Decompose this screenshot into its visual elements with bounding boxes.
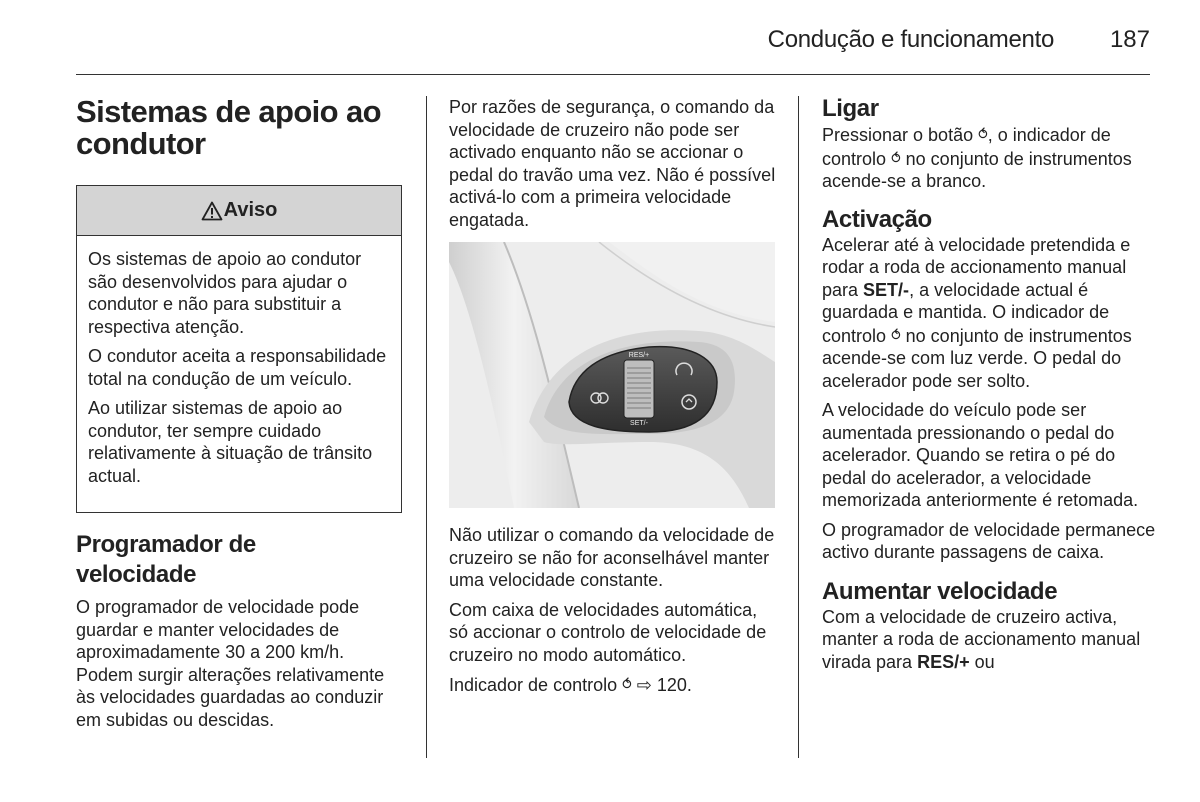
section-heading-driver-assistance: Sistemas de apoio ao condutor <box>76 94 381 161</box>
heading-switch-on: Ligar <box>822 95 879 122</box>
heading-increase-speed: Aumentar velocidade <box>822 577 1058 605</box>
section-heading-cruise-control: Programador de velocidade <box>76 531 256 588</box>
warning-label: Aviso <box>223 199 278 221</box>
running-header-title: Condução e funcionamento <box>767 26 1054 53</box>
text-fragment: , o indicador de controlo <box>822 125 1111 169</box>
text-fragment: Pressionar o botão <box>822 125 974 145</box>
column-divider-1 <box>426 96 427 758</box>
reference-arrow-icon: ⇨ <box>636 675 652 695</box>
cruise-control-button-icon: ⥀ <box>978 126 988 142</box>
reference-page[interactable]: 120. <box>656 675 692 695</box>
set-minus-label: SET/- <box>630 420 648 427</box>
usage-warning-paragraph: Não utilizar o comando da velocidade de cruzeiro se não for aconselhável manter uma velocidade constante. <box>449 525 775 590</box>
heading-activation: Activação <box>822 205 932 233</box>
text-fragment: no conjunto de instrumentos acende-se a branco. <box>822 148 1132 191</box>
cruise-control-indicator-icon: ⥀ <box>622 676 632 692</box>
column-divider-2 <box>798 96 799 758</box>
steering-wheel-illustration <box>449 242 775 508</box>
text-fragment: Com a velocidade de cruzeiro activa, manter a roda de accionamento manual virada para <box>822 606 1141 672</box>
page-number: 187 <box>1109 26 1150 53</box>
reference-text: Indicador de controlo <box>449 675 618 695</box>
activation-paragraph <box>822 234 1157 393</box>
steering-wheel-controls-image <box>449 242 775 508</box>
warning-triangle-icon <box>201 201 223 221</box>
text-fragment: Acelerar até à velocidade pretendida e rodar a roda de accionamento manual para <box>822 234 1131 300</box>
warning-paragraph: Os sistemas de apoio ao condutor são desenvolvidos para ajudar o condutor e não para substituir a respectiva atenção. <box>88 249 362 337</box>
automatic-gearbox-paragraph: Com caixa de velocidades automática, só accionar o controlo de velocidade de cruzeiro no modo automático. <box>449 599 767 665</box>
text-fragment: ou <box>974 651 995 672</box>
control-indicator-reference <box>449 673 781 697</box>
cruise-control-indicator-icon: ⥀ <box>891 149 901 166</box>
res-plus-label: RES/+ <box>917 651 970 672</box>
increase-speed-paragraph <box>822 606 1157 674</box>
res-plus-label: RES/+ <box>628 352 650 359</box>
cruise-control-intro: O programador de velocidade pode guardar e manter velocidades de aproximadamente 30 a 200 km/h. Podem surgir alterações relativamente às velocidades guardadas ao conduzir em subidas ou descidas. <box>76 597 385 730</box>
acceleration-paragraph: A velocidade do veículo pode ser aumentada pressionando o pedal do acelerador. Quando se retira o pé do pedal do acelerador, a velocidade memorizada anteriormente é retomada. <box>822 400 1139 510</box>
warning-paragraph: Ao utilizar sistemas de apoio ao condutor, ter sempre cuidado relativamente à situação de trânsito actual. <box>88 398 373 486</box>
switch-on-paragraph <box>822 123 1157 193</box>
warning-box <box>76 185 402 513</box>
gearshift-paragraph: O programador de velocidade permanece activo durante passagens de caixa. <box>822 519 1156 562</box>
header-divider <box>76 74 1150 75</box>
set-minus-label: SET/- <box>863 279 910 300</box>
text-fragment: , a velocidade actual é guardada e mantida. O indicador de controlo <box>822 279 1110 346</box>
text-fragment: no conjunto de instrumentos acende-se com luz verde. O pedal do acelerador pode ser solto. <box>822 325 1132 391</box>
safety-paragraph: Por razões de segurança, o comando da velocidade de cruzeiro não pode ser activado enquanto não se accionar o pedal do travão uma vez. Não é possível activá-lo com a primeira velocidade engatada. <box>449 97 776 230</box>
cruise-control-indicator-icon: ⥀ <box>891 326 901 343</box>
warning-paragraph: O condutor aceita a responsabilidade total na condução de um veículo. <box>88 346 387 389</box>
warning-header <box>77 186 401 236</box>
